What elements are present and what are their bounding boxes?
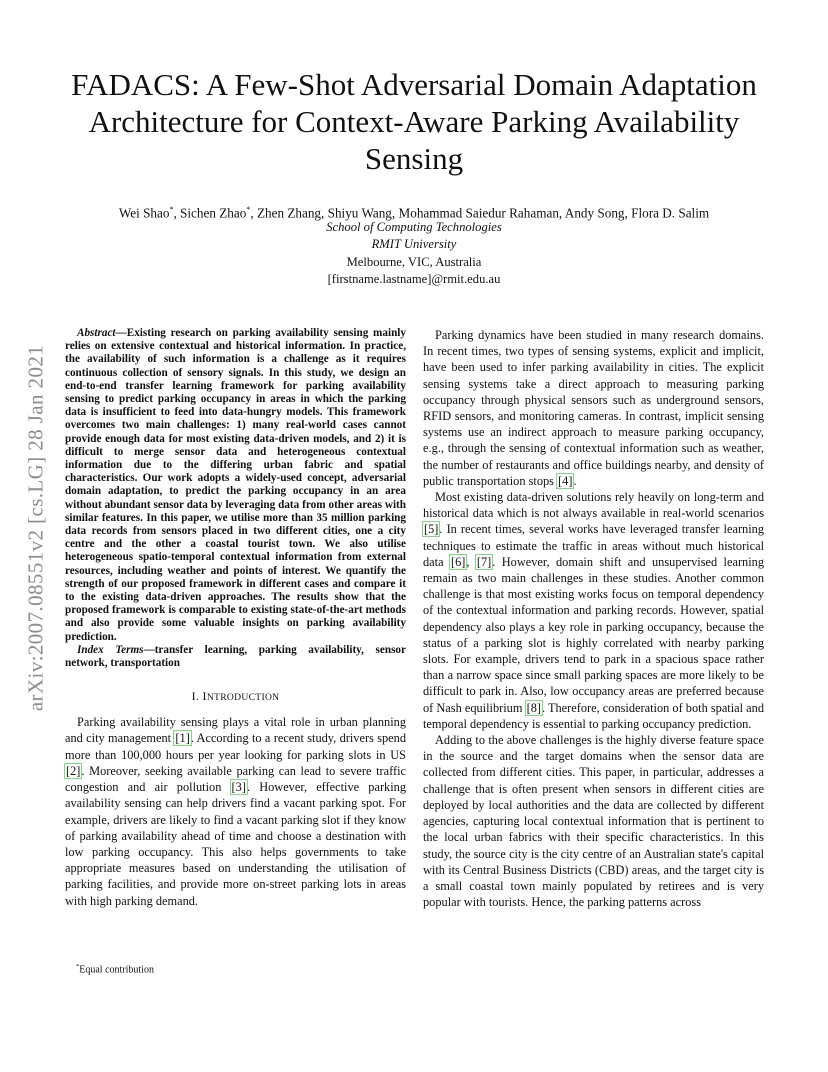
section-title-rest: NTRODUCTION — [206, 692, 280, 704]
affiliation-block — [160, 219, 668, 288]
left-column — [65, 327, 406, 909]
footnote — [76, 960, 376, 976]
citation-link[interactable]: [6] — [450, 554, 466, 569]
footnote-mark: * — [76, 963, 80, 970]
author-mark: * — [169, 205, 174, 214]
body-paragraph — [423, 327, 764, 489]
text-run: . In recent times, several works have leveraged transfer learning techniques to estimate the traffic in areas without much historical data — [423, 522, 764, 569]
section-title-first: I — [202, 689, 207, 704]
citation-link[interactable]: [4] — [558, 473, 573, 488]
citation-link[interactable]: [1] — [175, 731, 190, 746]
citation-link[interactable]: [5] — [424, 522, 439, 537]
body-paragraph — [423, 489, 764, 732]
author-mark: * — [246, 205, 251, 214]
author-name: Zhen Zhang — [256, 205, 322, 221]
affiliation-email: [firstname.lastname]@rmit.edu.au — [327, 271, 501, 286]
author-name: Shiyu Wang — [327, 205, 392, 221]
text-run: . However, domain shift and unsupervised learning remain as two main challenges in these studies. Another common challenge is that most existing works focus on temporal dependency of the contextual information and parking records. However, spatial dependency also plays a key role in parking occupancy, because the status of a parking slot is highly correlated with nearby parking slots. For example, drivers tend to park in a spacious space rather than a narrow space since small parking spaces are more likely to be difficult to park in. Also, low occupancy areas are preferred because of Nash equilibrium — [423, 554, 764, 715]
citation-link[interactable]: [3] — [231, 780, 246, 795]
text-run: Parking dynamics have been studied in many research domains. In recent times, two types of sensing systems, explicit and implicit, have been used to infer parking availability in cities. The explicit sensing systems take a direct approach to measuring parking occupancy through physical sensors such as underground sensors, RFID sensors, and monitoring cameras. In contrast, implicit sensing systems use an indirect approach to measure parking occupancy, e.g., through the sensing of contextual information such as weather, the number of restaurants and office buildings nearby, and density of public transportation stops — [423, 328, 764, 488]
citation-link[interactable]: [2] — [66, 763, 81, 778]
author-name: Andy Song — [564, 205, 625, 221]
citation-link[interactable]: [7] — [476, 554, 492, 569]
author-name: Sichen Zhao — [180, 205, 247, 221]
right-column — [423, 327, 764, 910]
text-run: . — [573, 473, 577, 488]
abstract-text: Existing research on parking availability sensing mainly relies on extensive contextual and historical information. In practice, the availability of such information is a challenge as it requires continuous collection of sensory signals. In this study, we design an end-to-end transfer learning framework for parking availability sensing to predict parking occupancy in areas in which the parking data is insufficient to feed into data-hungry models. This framework overcomes two main challenges: 1) many real-world cases cannot provide enough data for most existing data-driven models, and 2) it is difficult to merge sensor data and heterogeneous contextual information due to the differing urban fabric and spatial characteristics. Our work adopts a widely-used concept, adversarial domain adaptation, to predict the parking occupancy in an area without abundant sensor data by leveraging data from other areas with similar features. In this paper, we utilise more than 35 million parking data records from sensors placed in two different cities, one a city centre and the other a coastal tourist town. We also utilise heterogeneous spatio-temporal contextual information from external resources, including weather and points of interest. We quantify the strength of our proposed framework in different cases and compare it to the existing data-driven approaches. The results show that the proposed framework is comparable to existing state-of-the-art methods and also provide some valuable insights on parking availability prediction. — [65, 327, 406, 643]
text-run: . Therefore, consideration of both spatial and temporal dependency is essential to parking occupancy prediction. — [423, 700, 764, 731]
section-number: I. — [191, 689, 200, 704]
abstract: Abstract—Existing research on parking availability sensing mainly relies on extensive contextual and historical information. In practice, the availability of such information is a challenge as it requires continuous collection of sensory signals. In this study, we design an end-to-end transfer learning framework for parking availability sensing to predict parking occupancy in areas in which the parking data is insufficient to feed into data-hungry models. This framework overcomes two main challenges: 1) many real-world cases cannot provide enough data for most existing data-driven models, and 2) it is difficult to merge sensor data and heterogeneous contextual information due to the differing urban fabric and spatial characteristics. Our work adopts a widely-used concept, adversarial domain adaptation, to predict the parking occupancy in an area without abundant sensor data by leveraging data from other areas with similar features. In this paper, we utilise more than 35 million parking data records from sensors placed in two different cities, one a city centre and the other a coastal tourist town. We also utilise heterogeneous spatio-temporal contextual information from external resources, including weather and points of interest. We quantify the strength of our proposed framework in different cases and compare it to the existing data-driven approaches. The results show that the proposed framework is comparable to existing state-of-the-art methods and also provide some valuable insights on parking availability prediction. — [65, 327, 406, 643]
section-heading-introduction — [65, 689, 406, 705]
index-terms-text: transfer learning, parking availability, sensor network, transportation — [65, 643, 406, 670]
author-name: Wei Shao — [118, 205, 170, 221]
body-paragraph: Adding to the above challenges is the highly diverse feature space in the source and the target domains when the sensor data are collected from different cities. This paper, in particular, addresses a challenge that is often present when sensors in different cities are deployed by local authorities and the data are collected by different agencies, capturing local contextual information that is pertinent to the local urban fabrics with their specific characteristics. In this study, the source city is the city centre of an Australian state's capital with its Central Business Districts (CBD) areas, and the target city is a small coastal town mainly populated by retirees and is very popular with tourists. Hence, the parking patterns across — [423, 733, 764, 910]
text-run: Parking availability sensing plays a vital role in urban planning and city management — [65, 715, 406, 746]
arxiv-identifier-text: arXiv:2007.08551v2 [cs.LG] 28 Jan 2021 — [23, 344, 48, 711]
text-run: , — [466, 554, 476, 569]
author-list: Wei Shao*, Sichen Zhao*, Zhen Zhang, Shiyu Wang, Mohammad Saiedur Rahaman, Andy Song, Flora D. Salim — [118, 205, 710, 221]
abstract-label: Abstract — [77, 327, 116, 339]
citation-link[interactable]: [8] — [526, 700, 541, 715]
text-run: . However, effective parking availability sensing can help drivers find a vacant parking spot. For example, drivers are likely to find a vacant parking slot if they know of parking availability ahead of time and choose a destination with low parking occupancy. This also helps governments to take appropriate measures based on understanding the utilisation of parking facilities, and provide more on-street parking lots in areas with high parking demand. — [65, 780, 406, 908]
affiliation-location: Melbourne, VIC, Australia — [346, 254, 482, 269]
paper-title: FADACS: A Few-Shot Adversarial Domain Adaptation Architecture for Context-Aware Parking Availability Sensing — [71, 67, 757, 176]
index-terms: Index Terms—transfer learning, parking availability, sensor network, transportation — [65, 643, 406, 670]
author-name: Flora D. Salim — [631, 205, 710, 221]
affiliation-university: RMIT University — [371, 237, 457, 252]
text-run: . Moreover, seeking available parking can lead to severe traffic congestion and air pollution — [65, 763, 406, 795]
footnote-text: Equal contribution — [79, 964, 154, 976]
affiliation-school: School of Computing Technologies — [326, 220, 502, 234]
index-terms-label: Index Terms — [77, 643, 144, 656]
arxiv-identifier — [23, 295, 48, 760]
author-name: Mohammad Saiedur Rahaman — [398, 205, 559, 221]
text-run: . According to a recent study, drivers spend more than 100,000 hours per year looking for parking slots in US — [65, 731, 406, 762]
intro-paragraph — [65, 714, 406, 908]
text-run: Most existing data-driven solutions rely heavily on long-term and historical data which is not always available in real-world scenarios — [423, 490, 764, 521]
